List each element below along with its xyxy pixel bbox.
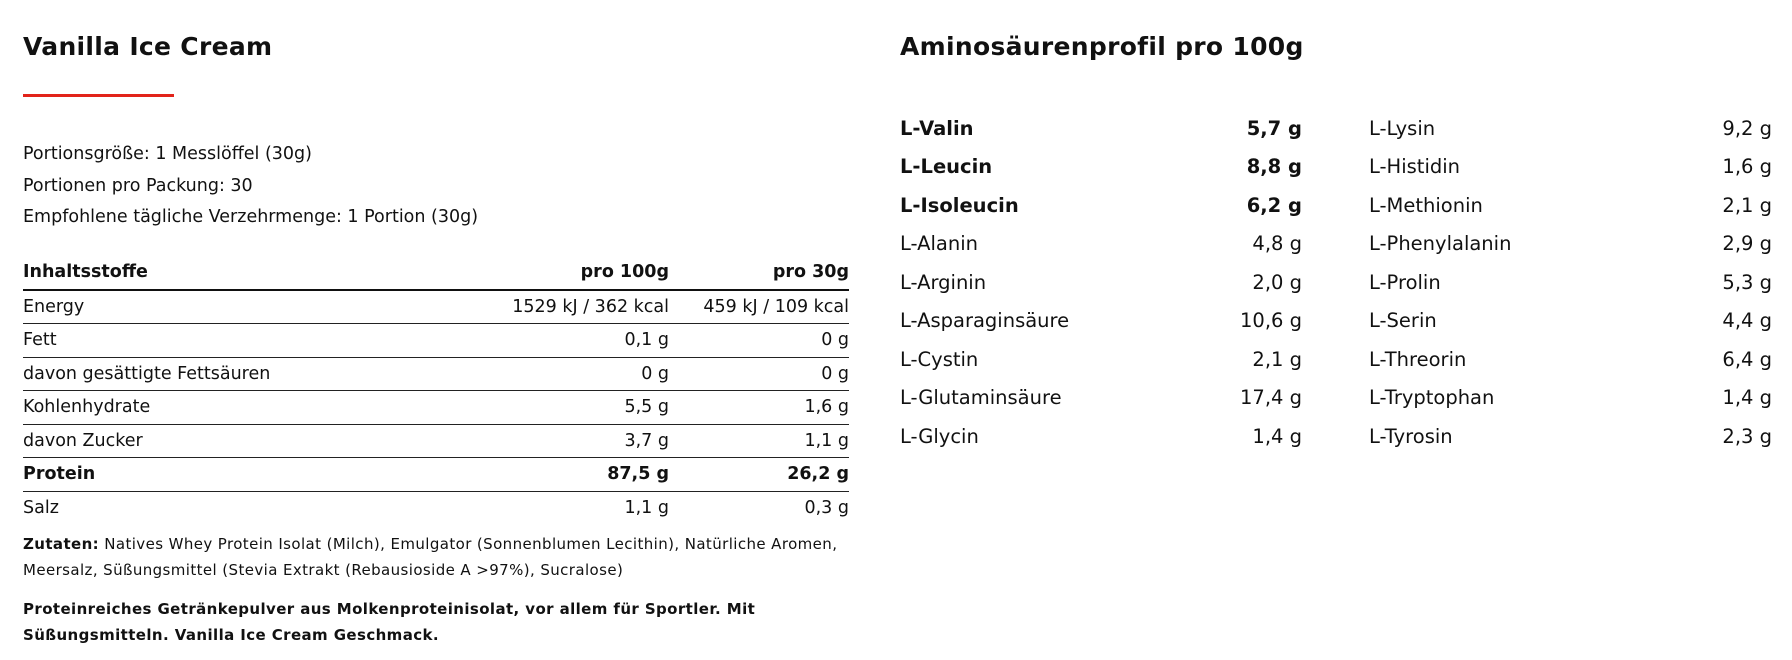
nutrient-name: Salz [23, 497, 59, 518]
serving-info [23, 139, 478, 234]
servings-per-pack: Portionen pro Packung: 30 [23, 175, 253, 196]
value-per-100g: 1,1 g [624, 497, 669, 518]
amino-name: L-Leucin [900, 155, 993, 179]
amino-row [1369, 148, 1772, 187]
value-per-30g: 0 g [669, 324, 849, 358]
amino-row [900, 379, 1302, 418]
nutrition-row [23, 391, 849, 425]
amino-value: 10,6 g [1240, 309, 1302, 333]
amino-row [1369, 109, 1772, 148]
amino-row [1369, 302, 1772, 341]
nutrition-row [23, 491, 849, 524]
amino-row [900, 225, 1302, 264]
value-per-100g: 0 g [433, 357, 669, 391]
amino-name: L-Asparaginsäure [900, 309, 1070, 333]
amino-value: 1,4 g [1722, 386, 1772, 410]
value-per-30g: 0,3 g [804, 497, 849, 518]
amino-name: L-Glycin [900, 424, 979, 448]
value-per-30g: 26,2 g [669, 458, 849, 492]
amino-value: 2,3 g [1722, 424, 1772, 448]
amino-value: 6,4 g [1722, 347, 1772, 371]
amino-value: 4,8 g [1252, 232, 1302, 256]
nutrient-name: Protein [23, 458, 433, 492]
header-per-100g: pro 100g [433, 256, 669, 290]
amino-row [900, 109, 1302, 148]
amino-name: L-Valin [900, 116, 974, 140]
amino-name: L-Isoleucin [900, 193, 1019, 217]
nutrition-row [23, 290, 849, 324]
value-per-100g: 5,5 g [433, 391, 669, 425]
amino-row [900, 340, 1302, 379]
amino-name: L-Alanin [900, 232, 978, 256]
amino-row [1369, 263, 1772, 302]
amino-title: Aminosäurenprofil pro 100g [900, 32, 1304, 61]
amino-row [1369, 225, 1772, 264]
amino-value: 9,2 g [1722, 116, 1772, 140]
amino-row [900, 186, 1302, 225]
amino-name: L-Histidin [1369, 155, 1461, 179]
amino-value: 5,7 g [1246, 116, 1302, 140]
amino-value: 17,4 g [1240, 386, 1302, 410]
amino-value: 1,6 g [1722, 155, 1772, 179]
nutrition-row [23, 424, 849, 458]
amino-row [900, 263, 1302, 302]
amino-name: L-Phenylalanin [1369, 232, 1512, 256]
value-per-30g: 1,6 g [669, 391, 849, 425]
nutrition-table [23, 256, 849, 524]
amino-value: 1,4 g [1252, 424, 1302, 448]
product-description: Proteinreiches Getränkepulver aus Molkenproteinisolat, vor allem für Sportler. Mit Süßungsmitteln. Vanilla Ice Cream Geschmack. [23, 600, 756, 644]
amino-name: L-Threorin [1369, 347, 1467, 371]
amino-value: 8,8 g [1246, 155, 1302, 179]
amino-value: 2,0 g [1252, 270, 1302, 294]
value-per-100g: 1529 kJ / 362 kcal [433, 290, 669, 324]
value-per-30g: 1,1 g [669, 424, 849, 458]
nutrition-row [23, 458, 849, 492]
amino-name: L-Glutaminsäure [900, 386, 1062, 410]
amino-value: 4,4 g [1722, 309, 1772, 333]
amino-name: L-Lysin [1369, 116, 1436, 140]
amino-row [1369, 417, 1772, 456]
amino-name: L-Prolin [1369, 270, 1441, 294]
nutrition-row [23, 357, 849, 391]
amino-row [900, 417, 1302, 456]
nutrition-header-row [23, 256, 849, 290]
nutrient-name: davon gesättigte Fettsäuren [23, 357, 433, 391]
amino-name: L-Methionin [1369, 193, 1483, 217]
nutrition-rows [23, 290, 849, 525]
amino-value: 6,2 g [1246, 193, 1302, 217]
value-per-100g: 3,7 g [433, 424, 669, 458]
nutrition-row [23, 324, 849, 358]
nutrient-name: davon Zucker [23, 424, 433, 458]
title-accent-bar [23, 94, 174, 97]
ingredients-list: Natives Whey Protein Isolat (Milch), Emulgator (Sonnenblumen Lecithin), Natürliche Aromen, Meersalz, Süßungsmittel (Stevia Extrakt (Rebausioside A >97%), Sucralose) [23, 535, 838, 579]
amino-value: 2,1 g [1252, 347, 1302, 371]
amino-value: 2,1 g [1722, 193, 1772, 217]
serving-size: Portionsgröße: 1 Messlöffel (30g) [23, 144, 312, 164]
value-per-30g: 459 kJ / 109 kcal [669, 290, 849, 324]
nutrient-name: Energy [23, 290, 433, 324]
header-per-30g: pro 30g [669, 256, 849, 290]
amino-name: L-Tryptophan [1369, 386, 1495, 410]
amino-column-right [1369, 109, 1772, 456]
value-per-30g: 0 g [669, 357, 849, 391]
amino-name: L-Arginin [900, 270, 987, 294]
amino-name: L-Cystin [900, 347, 979, 371]
product-title: Vanilla Ice Cream [23, 32, 273, 61]
ingredients-label: Zutaten: [23, 535, 100, 553]
amino-row [1369, 186, 1772, 225]
amino-row [900, 148, 1302, 187]
value-per-100g: 87,5 g [433, 458, 669, 492]
nutrient-name: Fett [23, 324, 433, 358]
amino-value: 5,3 g [1722, 270, 1772, 294]
nutrient-name: Kohlenhydrate [23, 391, 433, 425]
amino-name: L-Tyrosin [1369, 424, 1453, 448]
value-per-100g: 0,1 g [433, 324, 669, 358]
amino-row [1369, 379, 1772, 418]
ingredients-text [23, 531, 849, 583]
recommended-daily-intake: Empfohlene tägliche Verzehrmenge: 1 Portion (30g) [23, 207, 479, 227]
amino-name: L-Serin [1369, 309, 1437, 333]
amino-column-left [900, 109, 1302, 456]
amino-row [1369, 340, 1772, 379]
amino-row [900, 302, 1302, 341]
amino-value: 2,9 g [1722, 232, 1772, 256]
header-ingredients: Inhaltsstoffe [23, 256, 433, 290]
